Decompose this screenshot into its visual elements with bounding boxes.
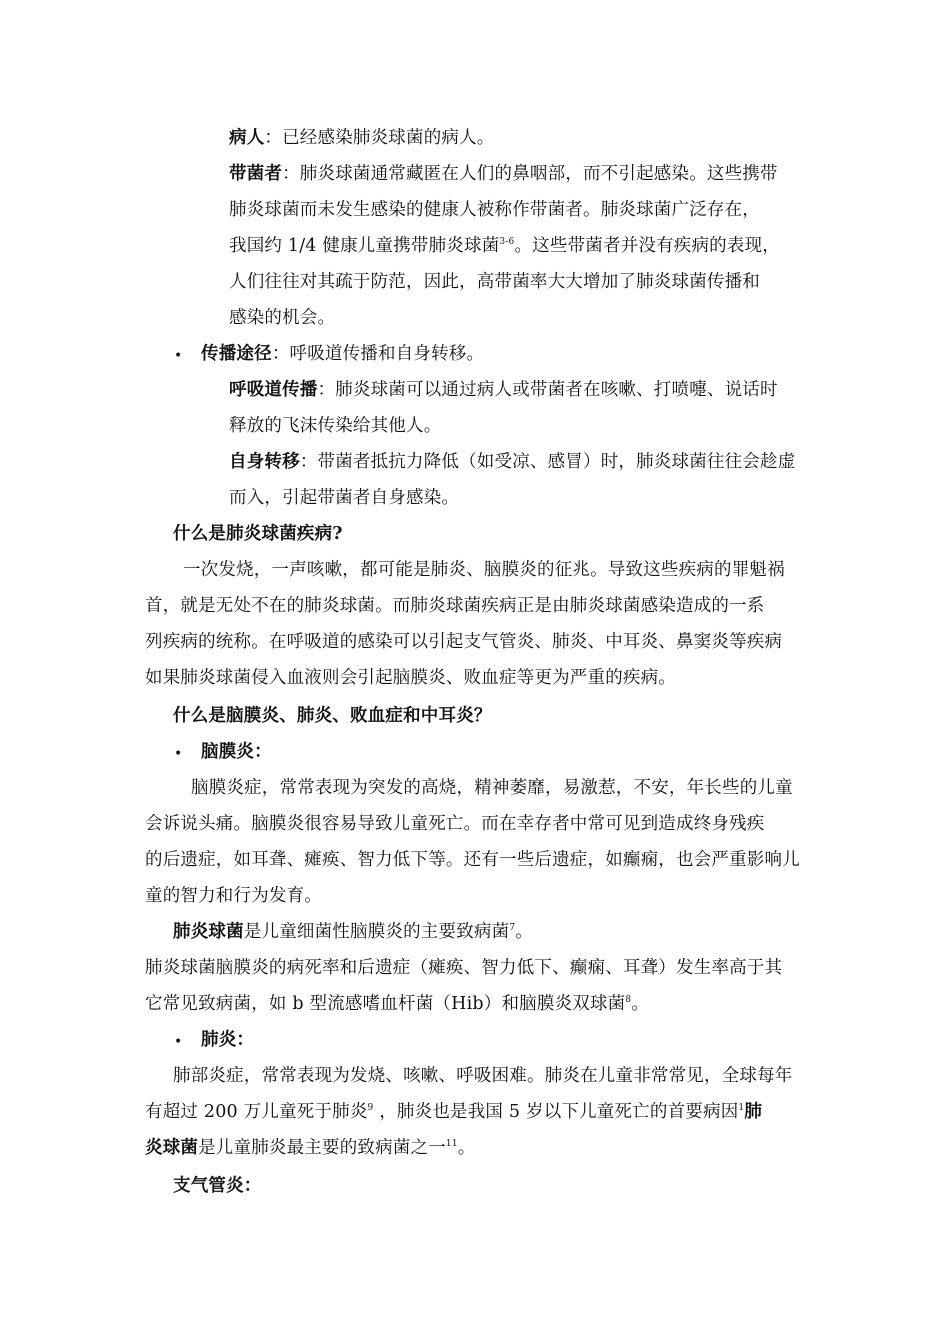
self-transfer-line-2: 而入，引起带菌者自身感染。 [229, 488, 460, 508]
meningitis-compare-line-1: 肺炎球菌脑膜炎的病死率和后遗症（瘫痪、智力低下、癫痫、耳聋）发生率高于其 [145, 958, 783, 978]
patient-term: 病人 [229, 128, 265, 148]
bullet-icon: • [174, 1034, 183, 1050]
reference-mark: 11 [445, 1139, 458, 1150]
carrier-line-2: 肺炎球菌而未发生感染的健康人被称作带菌者。肺炎球菌广泛存在， [229, 200, 760, 220]
reference-mark: 7 [509, 923, 516, 934]
meningitis-cause-line: 肺炎球菌是儿童细菌性脑膜炎的主要致病菌$^7$。 [173, 922, 533, 942]
self-transfer-line-1: 自身转移：带菌者抵抗力降低（如受凉、感冒）时，肺炎球菌往往会趁虚 [229, 452, 796, 472]
disease-para-line-1: 一次发烧，一声咳嗽，都可能是肺炎、脑膜炎的征兆。导致这些疾病的罪魁祸 [183, 560, 785, 580]
transmission-line: 传播途径：呼吸道传播和自身转移。 [201, 344, 485, 364]
meningitis-para-line-1: 脑膜炎症，常常表现为突发的高烧，精神萎靡，易激惹，不安，年长些的儿童 [191, 778, 793, 798]
disease-para-line-4: 如果肺炎球菌侵入血液则会引起脑膜炎、败血症等更为严重的疾病。 [145, 668, 676, 688]
bronchitis-title: 支气管炎： [173, 1176, 262, 1196]
types-heading: 什么是脑膜炎、肺炎、败血症和中耳炎？ [173, 706, 492, 726]
reference-mark: 1 [738, 1103, 745, 1114]
carrier-line-3: 我国约 1/4 健康儿童携带肺炎球菌$^{3-6}$。这些带菌者并没有疾病的表现， [229, 236, 780, 256]
pneumonia-line-2: 有超过 200 万儿童死于肺炎$^9$ ，肺炎也是我国 5 岁以下儿童死亡的首要病因$^1$肺 [145, 1102, 763, 1122]
disease-heading: 什么是肺炎球菌疾病? [173, 524, 343, 544]
meningitis-para-line-2: 会诉说头痛。脑膜炎很容易导致儿童死亡。而在幸存者中常可见到造成终身残疾 [145, 814, 765, 834]
carrier-term: 带菌者 [229, 164, 283, 184]
carrier-line-4: 人们往往对其疏于防范，因此，高带菌率大大增加了肺炎球菌传播和 [229, 272, 760, 292]
pneumonia-line-1: 肺部炎症，常常表现为发烧、咳嗽、呼吸困难。肺炎在儿童非常常见，全球每年 [173, 1066, 793, 1086]
pneumonia-title: 肺炎： [201, 1030, 255, 1050]
meningitis-para-line-4: 童的智力和行为发育。 [145, 886, 322, 906]
meningitis-title: 脑膜炎： [201, 742, 272, 762]
pneumococcus-term: 炎球菌 [145, 1138, 199, 1158]
respiratory-term: 呼吸道传播 [229, 380, 318, 400]
pneumococcus-term: 肺 [744, 1102, 763, 1122]
carrier-line-1: 带菌者：肺炎球菌通常藏匿在人们的鼻咽部，而不引起感染。这些携带 [229, 164, 778, 184]
meningitis-compare-line-2: 它常见致病菌，如 b 型流感嗜血杆菌（Hib）和脑膜炎双球菌$^8$。 [145, 994, 650, 1014]
disease-para-line-3: 列疾病的统称。在呼吸道的感染可以引起支气管炎、肺炎、中耳炎、鼻窦炎等疾病 [145, 632, 783, 652]
carrier-line-5: 感染的机会。 [229, 308, 336, 328]
reference-mark: 8 [625, 995, 632, 1006]
respiratory-line-1: 呼吸道传播：肺炎球菌可以通过病人或带菌者在咳嗽、打喷嚏、说话时 [229, 380, 778, 400]
bullet-icon: • [174, 348, 183, 364]
respiratory-line-2: 释放的飞沫传染给其他人。 [229, 416, 442, 436]
transmission-term: 传播途径 [201, 344, 272, 364]
reference-mark: 9 [367, 1103, 374, 1114]
disease-para-line-2: 首，就是无处不在的肺炎球菌。而肺炎球菌疾病正是由肺炎球菌感染造成的一系 [145, 596, 765, 616]
self-transfer-term: 自身转移 [229, 452, 300, 472]
reference-mark: 3-6 [499, 237, 515, 248]
meningitis-para-line-3: 的后遗症，如耳聋、瘫痪、智力低下等。还有一些后遗症，如癫痫，也会严重影响儿 [145, 850, 800, 870]
patient-line: 病人：已经感染肺炎球菌的病人。 [229, 128, 495, 148]
pneumonia-line-3: 炎球菌是儿童肺炎最主要的致病菌之一$^{11}$。 [145, 1138, 476, 1158]
bullet-icon: • [174, 746, 183, 762]
pneumococcus-term: 肺炎球菌 [173, 922, 244, 942]
